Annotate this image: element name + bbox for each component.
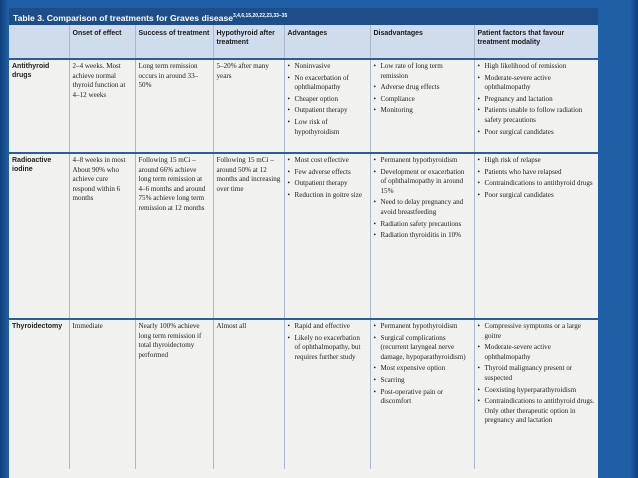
list-item: • Cheaper option [288,95,367,105]
list-item: • Outpatient therapy [288,106,367,116]
bullet-list [288,62,367,137]
list-item: • Contraindications to antithyroid drugs [478,179,596,189]
cell-text: Following 15 mCi – around 50% at 12 months and increasing over time [216,156,281,193]
comparison-table [9,25,598,469]
table-title: Table 3. Comparison of treatments for Graves disease [13,13,234,23]
list-item: • Poor surgical candidates [478,191,596,201]
success-cell [135,319,213,469]
disadvantages-cell [370,153,474,319]
list-item: • High risk of relapse [478,156,596,166]
header-cell: Advantages [284,25,370,59]
advantages-cell [284,319,370,469]
bullet-list [374,62,471,116]
list-item: • Compliance [374,95,471,105]
list-item: • Moderate-severe active ophthalmopathy [478,343,596,362]
bullet-list [478,322,596,426]
list-item: • Coexisting hyperparathyroidism [478,386,596,396]
table-row [9,319,598,469]
header-cell: Patient factors that favour treatment modality [474,25,598,59]
header-cell: Disadvantages [370,25,474,59]
bullet-list [478,62,596,137]
onset-cell [69,153,135,319]
list-item: • Thyroid malignancy present or suspected [478,364,596,383]
hypothyroid-cell [213,59,284,153]
list-item: • Monitoring [374,106,471,116]
onset-cell [69,59,135,153]
success-cell [135,153,213,319]
cell-text: 4–8 weeks in most [72,156,126,164]
header-cell: Onset of effect [69,25,135,59]
table-row [9,153,598,319]
list-item: • Likely no exacerbation of ophthalmopathy, but requires further study [288,334,367,363]
advantages-cell [284,153,370,319]
list-item: • Development or exacerbation of ophthalmopathy in around 15% [374,168,471,197]
slide-right-border [630,0,638,478]
list-item: • Most expensive option [374,364,471,374]
list-item: • No exacerbation of ophthalmopathy [288,74,367,93]
list-item: • Permanent hypothyroidism [374,156,471,166]
list-item: • Low risk of hypothyroidism [288,118,367,137]
list-item: • Surgical complications (recurrent laryngeal nerve damage, hypoparathyroidism) [374,334,471,363]
patient-factors-cell [474,59,598,153]
list-item: • Most cost effective [288,156,367,166]
list-item: • Post-operative pain or discomfort [374,388,471,407]
list-item: • Rapid and effective [288,322,367,332]
table-sheet [9,8,598,478]
cell-text: Nearly 100% achieve long term remission if total thyroidectomy performed [138,322,202,359]
list-item: • High likelihood of remission [478,62,596,72]
treatment-name: Radioactive iodine [9,153,69,319]
list-item: • Adverse drug effects [374,83,471,93]
cell-text: About 90% who achieve cure respond within 6 months [72,165,121,203]
header-cell [9,25,69,59]
list-item: • Scarring [374,376,471,386]
table-row [9,59,598,153]
bullet-list [288,322,367,362]
list-item: • Reduction in goitre size [288,191,367,201]
cell-text: Long term remission occurs in around 33–50% [138,62,199,90]
title-references: 3,4,6,15,20,22,23,33–35 [233,13,288,19]
bullet-list [478,156,596,200]
disadvantages-cell [370,319,474,469]
hypothyroid-cell [213,153,284,319]
bullet-list [374,156,471,241]
success-cell [135,59,213,153]
cell-text: 2–4 weeks. Most achieve normal thyroid function at 4–12 weeks [72,62,126,99]
cell-text: Following 15 mCi – around 66% achieve long term remission at 4–6 months and around 75% achieve long term remission at 12 months [138,156,206,212]
cell-text: Almost all [216,322,247,330]
cell-text: 5–20% after many years [216,62,269,80]
header-row [9,25,598,59]
list-item: • Outpatient therapy [288,179,367,189]
list-item: • Noninvasive [288,62,367,72]
header-cell: Success of treatment [135,25,213,59]
list-item: • Patients unable to follow radiation safety precautions [478,106,596,125]
list-item: • Permanent hypothyroidism [374,322,471,332]
bullet-list [288,156,367,200]
table-title-bar [9,8,598,25]
list-item: • Radiation safety precautions [374,220,471,230]
list-item: • Contraindications to antithyroid drugs. Only other therapeutic option in pregnancy and lactation [478,397,596,426]
disadvantages-cell [370,59,474,153]
treatment-name: Thyroidectomy [9,319,69,469]
onset-cell [69,319,135,469]
advantages-cell [284,59,370,153]
list-item: • Pregnancy and lactation [478,95,596,105]
list-item: • Radiation thyroiditis in 10% [374,231,471,241]
header-cell: Hypothyroid after treatment [213,25,284,59]
treatment-name: Antithyroid drugs [9,59,69,153]
slide-left-border [0,0,8,478]
list-item: • Need to delay pregnancy and avoid breastfeeding [374,198,471,217]
bullet-list [374,322,471,407]
patient-factors-cell [474,319,598,469]
hypothyroid-cell [213,319,284,469]
list-item: • Low rate of long term remission [374,62,471,81]
list-item: • Few adverse effects [288,168,367,178]
list-item: • Moderate-severe active ophthalmopathy [478,74,596,93]
patient-factors-cell [474,153,598,319]
list-item: • Compressive symptoms or a large goitre [478,322,596,341]
list-item: • Poor surgical candidates [478,128,596,138]
cell-text: Immediate [72,322,103,330]
list-item: • Patients who have relapsed [478,168,596,178]
